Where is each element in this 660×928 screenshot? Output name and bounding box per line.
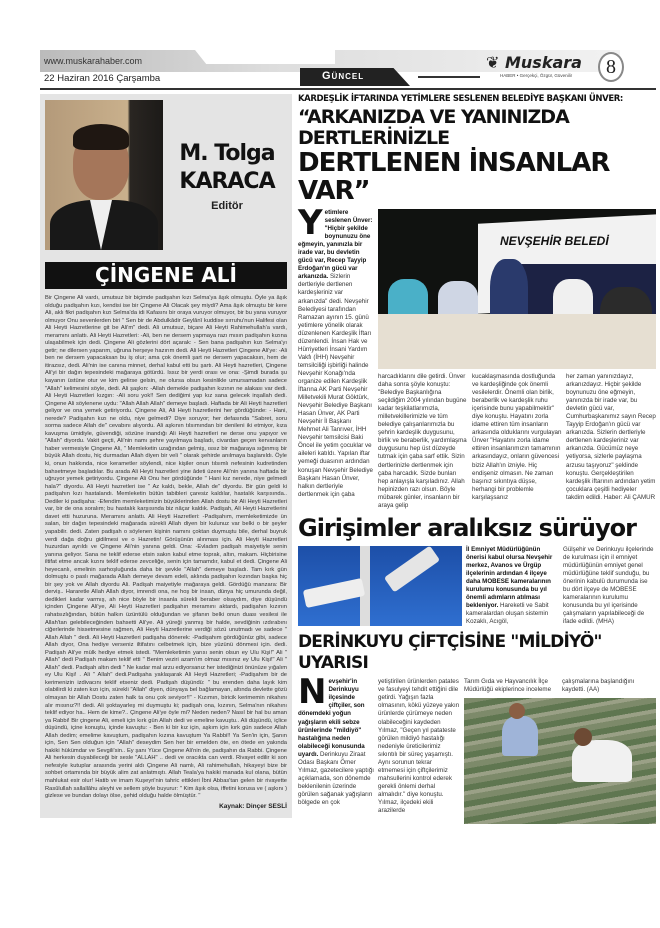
site-url[interactable]: www.muskarahaber.com xyxy=(44,56,143,66)
author-first-name: M. Tolga xyxy=(179,141,275,166)
story1-kicker: KARDEŞLİK İFTARINDA YETİMLERE SESLENEN BELEDİYE BAŞKANI ÜNVER: xyxy=(298,94,623,104)
dropcap: Y xyxy=(298,203,323,243)
story2-col1 xyxy=(466,546,559,626)
story3-headline: DERİNKUYU ÇİFTÇİSİNE "MİLDİYÖ" UYARISI xyxy=(298,632,602,674)
lead-text: Sizlerin dertleriyle dertlenen kardeşleriniz var arkanızda" dedi. Nevşehir Belediyesi tarafından Ramazan ayının 15. günü yetimlere yönelik olarak düzenlenen Kardeşlik İftarı düzenlendi. İnsan Hak ve Hürriyetleri İnsani Yardım Vakfı (İHH) Nevşehir temsilciliği işbirliği halinde Nevşehir Konağı'nda organize edilen Kardeşlik İftarına AK Parti Nevşehir Milletvekili Murat Göktürk, Nevşehir Belediye Başkanı Hasan Ünver, AK Parti Nevşehir İl Başkanı Mehmet Ali Tanrıver, İHH Nevşehir temsilcisi Baki Öncel ile yetim çocuklar ve aileleri katıldı. Yapılan iftar yemeği duasının ardından konuşan Nevşehir Belediye Başkanı Hasan Ünver, halkın dertleriyle dertlenmek için çaba xyxy=(298,273,373,498)
header-rule xyxy=(40,88,656,90)
column-box xyxy=(40,94,292,818)
story3-col2: yetiştirilen ürünlerden patates ve fasulyeyi tehdit ettiğini dile getirdi. Yağışın fazla olmasının, kökü yüzeye yakın ürünlerde çürümeye neden olabileceğini kaydeden Yılmaz, "Geçen yıl patateste görülen mildiyö hastalığı nedeniyle üreticilerimiz sıkıntılı bir süreç yaşamıştı. Aynı sorunun tekrar etmemesi için çiftçilerimiz mahsullerini kontrol ederek gerekli önlemi derhal almalıdır." diye konuştu. Yılmaz, ilçedeki ekili arazilerde xyxy=(378,678,460,815)
field-photo xyxy=(464,698,656,824)
story3-body xyxy=(298,672,656,824)
author-info xyxy=(167,100,287,250)
story2-lead-text: Hareketli ve Sabit kameralardan oluşan sistemin Kozaklı, Acıgöl, xyxy=(466,602,549,626)
story3-lead-bold: evşehir'in Derinkuyu ilçesinde çiftçiler, son dönemdeki yoğun yağışların ekili sebze ürünlerinde "mildiyö" hastalığına neden olabileceği konusunda uyardı. xyxy=(298,678,365,758)
story2-col2: Gülşehir ve Derinkuyu ilçelerinde de kurulması için il emniyet müdürlüğünün emniyet genel müdürlüğüne teklif sunduğu, bu önerinin kabulü durumunda ise bu dört ilçeye de MOBESE kameralarının kurulumu konusunda bu yıl içerisinde çalışmaların yapılabileceği de ifade edildi. (MHA) xyxy=(563,545,654,626)
page-number: 8 xyxy=(598,52,624,82)
photo-banner-text: NEVŞEHİR BELEDİ xyxy=(500,234,609,248)
iftar-photo xyxy=(378,209,656,369)
dropcap: N xyxy=(298,672,327,713)
logo-tagline: HABER • Gerçekçi, Özgür, Güvenilir xyxy=(500,73,573,78)
news-area xyxy=(298,94,656,824)
column-text: Bir Çingene Ali vardı, umutsuz bir biçimde padişahın kızı Selma'ya âşık olmuştu. Öyle ya âşık olduğu padişahın kızı, kendisi ise bir Çingene Ali Olacak şey miydi? Ama âşık olmuştu bir kere Ali, aklı fikri padişahın kızı Selma'da idi Kafasını bir oraya vuruyor olmuyor, bir bu yana vuruyor olmuyor Onu sevenlerden biri " Sen bir de Abdulkâdir Geylânî kuddise sırruhu'nun Halifesi olan Ali Heyti Hazretlerine git be Ali'm" dedi. Ali umutsuz, biçare Ali Heyti Rahimehullah'a vardı, meramını anlattı. Ali Heyti Hazretleri: -Ali, ben ne dersem yapmaya razı mısın padişahın kızına ulaşabilmek için dedi. Çingene Ali gözlerini dört açarak: - Sen bana padişahın kızı Selma'yı getir; ne dilersen yaparım, uğruna herşeye hazırım dedi. Ali Heyti Hazretleri Çingene Ali'ye: -Ali ben ne dersem yapacaksan bu iş olur; ama çok önemli şart ne dersem yapacaksın, hem de itirazsız, dedi. Ali'nin ise canına minnet, derhal kabul etti bu şartı. Ali Heyti hazretleri, Çingene Ali'yi bir dağın tepesindeki mağaraya götürdü. Issız bir yerdi orası ve ona: -Şimdi burada şu kayanın üstüne otur ve kim gelirse gelsin, ne olursa olsun kesinlikle umursamadan sadece "Allah" kelimesini söyle, dedi. Ali şaşkın: -Allah demekle padişahın kızının ne alakası var dedi. Ali Heyti Hazretleri kızgın: -Ali soru yok!! Sen dediğimi yap kız sana gelecek inşallah dedi. Çingene Ali söylenene uydu: "Allah Allah Allah" demeye başladı. Haftada bir Ali Heyti hazretleri geliyor ve ona yemek getiriyordu. Çingene Ali, Ali Heyti hazretlerini her gördüğünde: - Hani, nerede? Padişahın kızı ne oldu, niye gelmedi? Diye soruyor; her defasında "Sabret, soru sorma sadece Allah de" cevabını alıyordu. Ali aşkının tılsımından bir denileni iki etmiyor, kıza kavuşma ümidiyle, güvendiği, sözüne inandığı Ali Heyti hazretleri ne derse onu yapıyor ve "Allah" diyordu. Vakit geçti, Ali'nin namı şehre yayılmaya başladı, civardan geçen kervanların haber vermesiyle Çingene Ali, " Memleketin uzağından gelmiş, ıssız bir mağaraya sığınmış bir büyük Allah dostu, hiç durmadan Allah diyen bir veli " olarak şehirde anılmaya başlanıldı. Öyle ki, onun hakkında, nice kerametler söylendi, nice kişiler onun tılsımlı nefesinin kudretinden bahsetmeye başladılar. Bu arada Ali Heyti hazretleri yine âdeti üzere Ali'nin yanına haftada bir uğruyor yemek getiriyordu. Çingene Ali Onu her gördüğünde " Hani kız nerede, niye gelmedi hala?" diyordu. Ali Heyti hazretleri ise " Az kaldı, bekle, Allah de" diyordu. Bir gün geldi ki padişahın kızı hastalandı. Memleketin bütün tabibleri çaresiz kaldılar, hastalık karşısında.. Dediler ki padişaha: -Efendim memleketimizin büyüklerinden Allah dostu bir Ali Heyti Hazretleri var, bir de ona soralım; bu hastalık karşısında biz nâçar kaldık. Padişah, Ali Heyti Hazretlerini davet etti huzuruna. Meramını anlattı. Ali Heyti Hazretleri: -Padişahım, memleketimizde ün salan, bir dağın tepesindeki mağarada sürekli Allah diyen bir kulunuz var belki o bir şeyler yapabilir. dedi. Zaten padişah o söylenen kişinin namını çoktan duymuştu bile, derhal buyruk verdi dağa doğru gidilmesi ve o Hazretin! Görüşünün alınması için. Ali Heyti Hazretleri huzurdan ayrıldı ve Çingene Ali'nin yanına geldi. Ona: -Evladım padişah maiyetiyle senin yanına geliyor. Sana ne teklif ederse etsin sakın kabul etme toprak, altın, makam. Hiçbirisine iltifat etme ancak kızını teklif ederse zevceliğe, senin için tamamdır, kabul et dedi. Çingene Ali heyecanlı, emelinin sarhoşluğunda daha bir şevkle "Allah" demeye başladı. Tam kırk gün dolmuştu o paslı mağarada Allah demeye devam edeli, aklında padişahın kızından başka hiç bir şey yok ve Allah diyordu Ali. Padişah maiyetiyle mağaraya geldi. Gördüğü manzara: Bir derviş.. Hararetle Allah Allah diyor, imrendi ona, ne hoş bir insan, dünya hiç umurunda değil, dedikleri kadar varmış, ah nice böyle bir insanla sürekli beraber olsaydım, diye düşündü içinden Çingene Ali'ye, Ali Heyti Hazretleri padişahın meramını aktardı, padişahın kızının rahatsızlığından, bütün halkın üzüntülü olduğundan ve şifanın belki onun duası vesilesi ile Allah'tan gelebileceğinden bahsetti Ali'ye. Ali yüreği yanmış bir halde, sevdiğinin ızdırabını ciğerlerinde hissetmesine rağmen, Ali Heyti Hazretlerine verdiği sözü unutmadı ve sadece " Allah Allah " dedi. Ali Heyti Hazretleri padişaha dönerek: -Padişahım gördüğünüz gibi, sadece Allah diyor, Ona hediye verseniz iltifatını celbetmek için, bize yüzünü dönmesi için. dedi. Padişah Ali'ye mülk hediye etmek istedi. "Memleketimin yarısı senin olsun ey Ulu Kişi!" Ali " Allah" dedi Padişah makam teklif etti " Benim veziri azam'ım olmaz mısınız ey Ulu Kişi!" Ali " Allah" dedi. Padişah altın dedi " Ne kadar mal arzu ediyorsanız her istediğinizi önünüze yığalım ey Ulu Kişi! . Ali " Allah" dedi.Padişaha yaklaşarak Ali Heyti Hazretleri; -Padişahım bir de kerimenizin izdivacını teklif etseniz dedi. Padişah düşündü: " bu erenden daha layık kim olabilirdi ki zaten kızı için, sürekli "Allah" diyen, dünyaya bel bağlamayan, altında devlette gözü olmayan bir Allah Dostu zaten halk ta onu çok seviyor!!" - Kızımın, biricik kerimemin nikahını alır mısınız?!! dedi. Ali şoktayarleş mi duymuştu ki; padişah ona, kızının, Selma'nın nikahını teklif ediyor ha.. Hem de kime?.. Çingene Ali'ye öyle mi? Neden neden? Nasıl bir hal bu aman ya Rabbi! Bir çingene Ali, emeli için kırk gün Allah dedi ve emeline kavuştu.. Ali düşündü, içlice düşündü, içine konuştu, içinde kavuştu: - Ben ki bir kız için, aşkım için kırk gün sadece Allah Allah dedim; emelime kavuştum, padişahın kızına kavuştum Ya Rabbi!! Ya Sen'in için, Şanın için, Sen Sen olduğun için "Allah" deseydim Sen her bir emelden öte, en ötede en yakında hakiki hükümdar ve Sevgili'sin.. Ey şanı Yüce Çingene Ali'nin de, padişahın da Rabbi. Çingene Ali herkesin duyabileceği bir sesle "ALLAH" .. dedi ve oracıkta can verdi. Rivayet edilir ki son nefesiyle kutuplar arasında yerini aldı Çingene Ali namlı, Ali rahimehullah, hikayeyi bize bir sohbet ortamında bir büyük alim zat anlatmıştı. Allah Teala'ya hakiki manada kul olana, bütün mahlukat esir olur! Hatib ve imam Kuşeyri'nin tahric ettikleri İbni Abbas'tan gelen bir rivayette Rasûlullah sallallâhu aleyhi ve sellem şöyle buyurur: " Kim âşık olsa, iffetini korusa ve ( aşkını ) gizlese ve bundan dolayı ölse, şehid olduğu halde ölmüştür. " xyxy=(45,295,287,800)
camera-photo xyxy=(298,546,462,626)
story1-body xyxy=(298,203,656,510)
story1-headline-line2: DERTLENEN İNSANLAR VAR” xyxy=(298,148,610,206)
story1-col3: her zaman yanınızdayız, arkanızdayız. Hiçbir şekilde boynunuzu öne eğmeyin, yanınızda bir irade var, bu devletin gücü var, Cumhurbaşkanımız sayın Recep Tayyip Erdoğan'ın gücü var arkanızda. Sizlerin dertleriyle dertlenen kardeşleriniz var arkanızda. Gücümüz neye yetiyorsa, sizlerle paylaşma arzusu taşıyoruz" şeklinde konuştu. Gerçekleştirilen kardeşlik iftarının ardından yetim çocuklara çeşitli hediyeler takdim edildi. Haber: Ali ÇAMUR xyxy=(566,373,656,501)
header-notch xyxy=(195,50,335,64)
story3-col4: çalışmalarına başlandığını kaydetti. (AA) xyxy=(562,678,635,694)
author-header xyxy=(45,100,287,250)
header-line xyxy=(418,76,480,78)
author-photo xyxy=(45,100,163,250)
author-last-name: KARACA xyxy=(179,169,275,194)
story2-lead-bold: İl Emniyet Müdürlüğünün önerisi kabul olursa Nevşehir merkez, Avanos ve Ürgüp ilçelerinin ardından 4 ilçeye daha MOBESE kameralarının kurulumu konusunda bu yıl önemli adımların atılması bekleniyor. xyxy=(466,545,553,610)
story3-right xyxy=(464,678,656,824)
author-role: Editör xyxy=(211,200,243,212)
column-source: Kaynak: Dinçer SESLİ xyxy=(219,802,287,810)
lead-bold: etimlere seslenen Ünver: "Hiçbir şekilde boynunuzu öne eğmeyin, yanınızla bir irade var, bu devletin gücü var, Recep Tayyip Erdoğan'ın gücü var arkanızda. xyxy=(298,209,373,281)
column-title-text: ÇİNGENE ALİ xyxy=(95,263,237,287)
story1-right xyxy=(378,209,656,510)
logo-icon: ❦ xyxy=(486,53,505,72)
section-label: Güncel xyxy=(322,70,365,82)
logo-text: Muskara xyxy=(504,53,582,72)
story1-col2: kucaklaşmasında dostluğunda ve kardeşliğinde çok önemli vesilelerdir. Önemli olan birlik, beraberlik ve kardeşlik ruhu içerisinde bunu yapabilmektir" diye konuştu. Hayatını zorla idame ettiren tüm insanların arkasında olduklarını vurgulayan Ünver "Hayatını zorla idame ettiren insanlarımızın tamamının arkasındayız, onların güvencesi biziz Allah'ın izniyle. Hiç endişeniz olmasın. Ne zaman başınız sıkıntıya düşse, herhangi bir problemle karşılaşsanız xyxy=(472,373,562,501)
story1-col1: harcadıklarını dile getirdi. Ünver daha sonra şöyle konuştu: "Belediye Başkanlığına seçildiğim 2004 yılından bugüne kadar teşkilatlarımızla, milletvekillerimizle ve tüm belediye çalışanlarımızla bu şehrin kardeşlik duygusunu, birlik ve beraberlik, yardımlaşma duygusunu hep üst düzeyde tutmak için çaba sarf ettik. Sizin dertlerinizle dertlenmek için çaba harcadık. Sizde bunları hep anlayışla karşıladınız. Allah hepinizden razı olsun. Böyle mübarek günler, insanların bir araya gelip xyxy=(378,373,467,509)
logo xyxy=(486,53,582,72)
column-title xyxy=(45,262,287,289)
story3-col3: Tarım Gıda ve Hayvancılık İlçe Müdürlüğü ekiplerince inceleme xyxy=(464,678,552,694)
story3-lead-text: Derinkuyu Ziraat Odası Başkanı Ömer Yılmaz, gazetecilere yaptığı açıklamada, son dönemde beklenilenin üzerinde görülen sağanak yağışların bölgede en çok xyxy=(298,750,375,806)
page-body xyxy=(40,94,656,824)
story1-headline-line1: “ARKANIZDA VE YANINIZDA DERTLERİNİZLE xyxy=(298,106,569,149)
story2-body xyxy=(298,546,656,626)
story2-headline: Girişimler aralıksız sürüyor xyxy=(298,513,636,542)
issue-date: 22 Haziran 2016 Çarşamba xyxy=(44,73,161,84)
story1-lead xyxy=(298,203,374,499)
story3-lead xyxy=(298,672,375,807)
